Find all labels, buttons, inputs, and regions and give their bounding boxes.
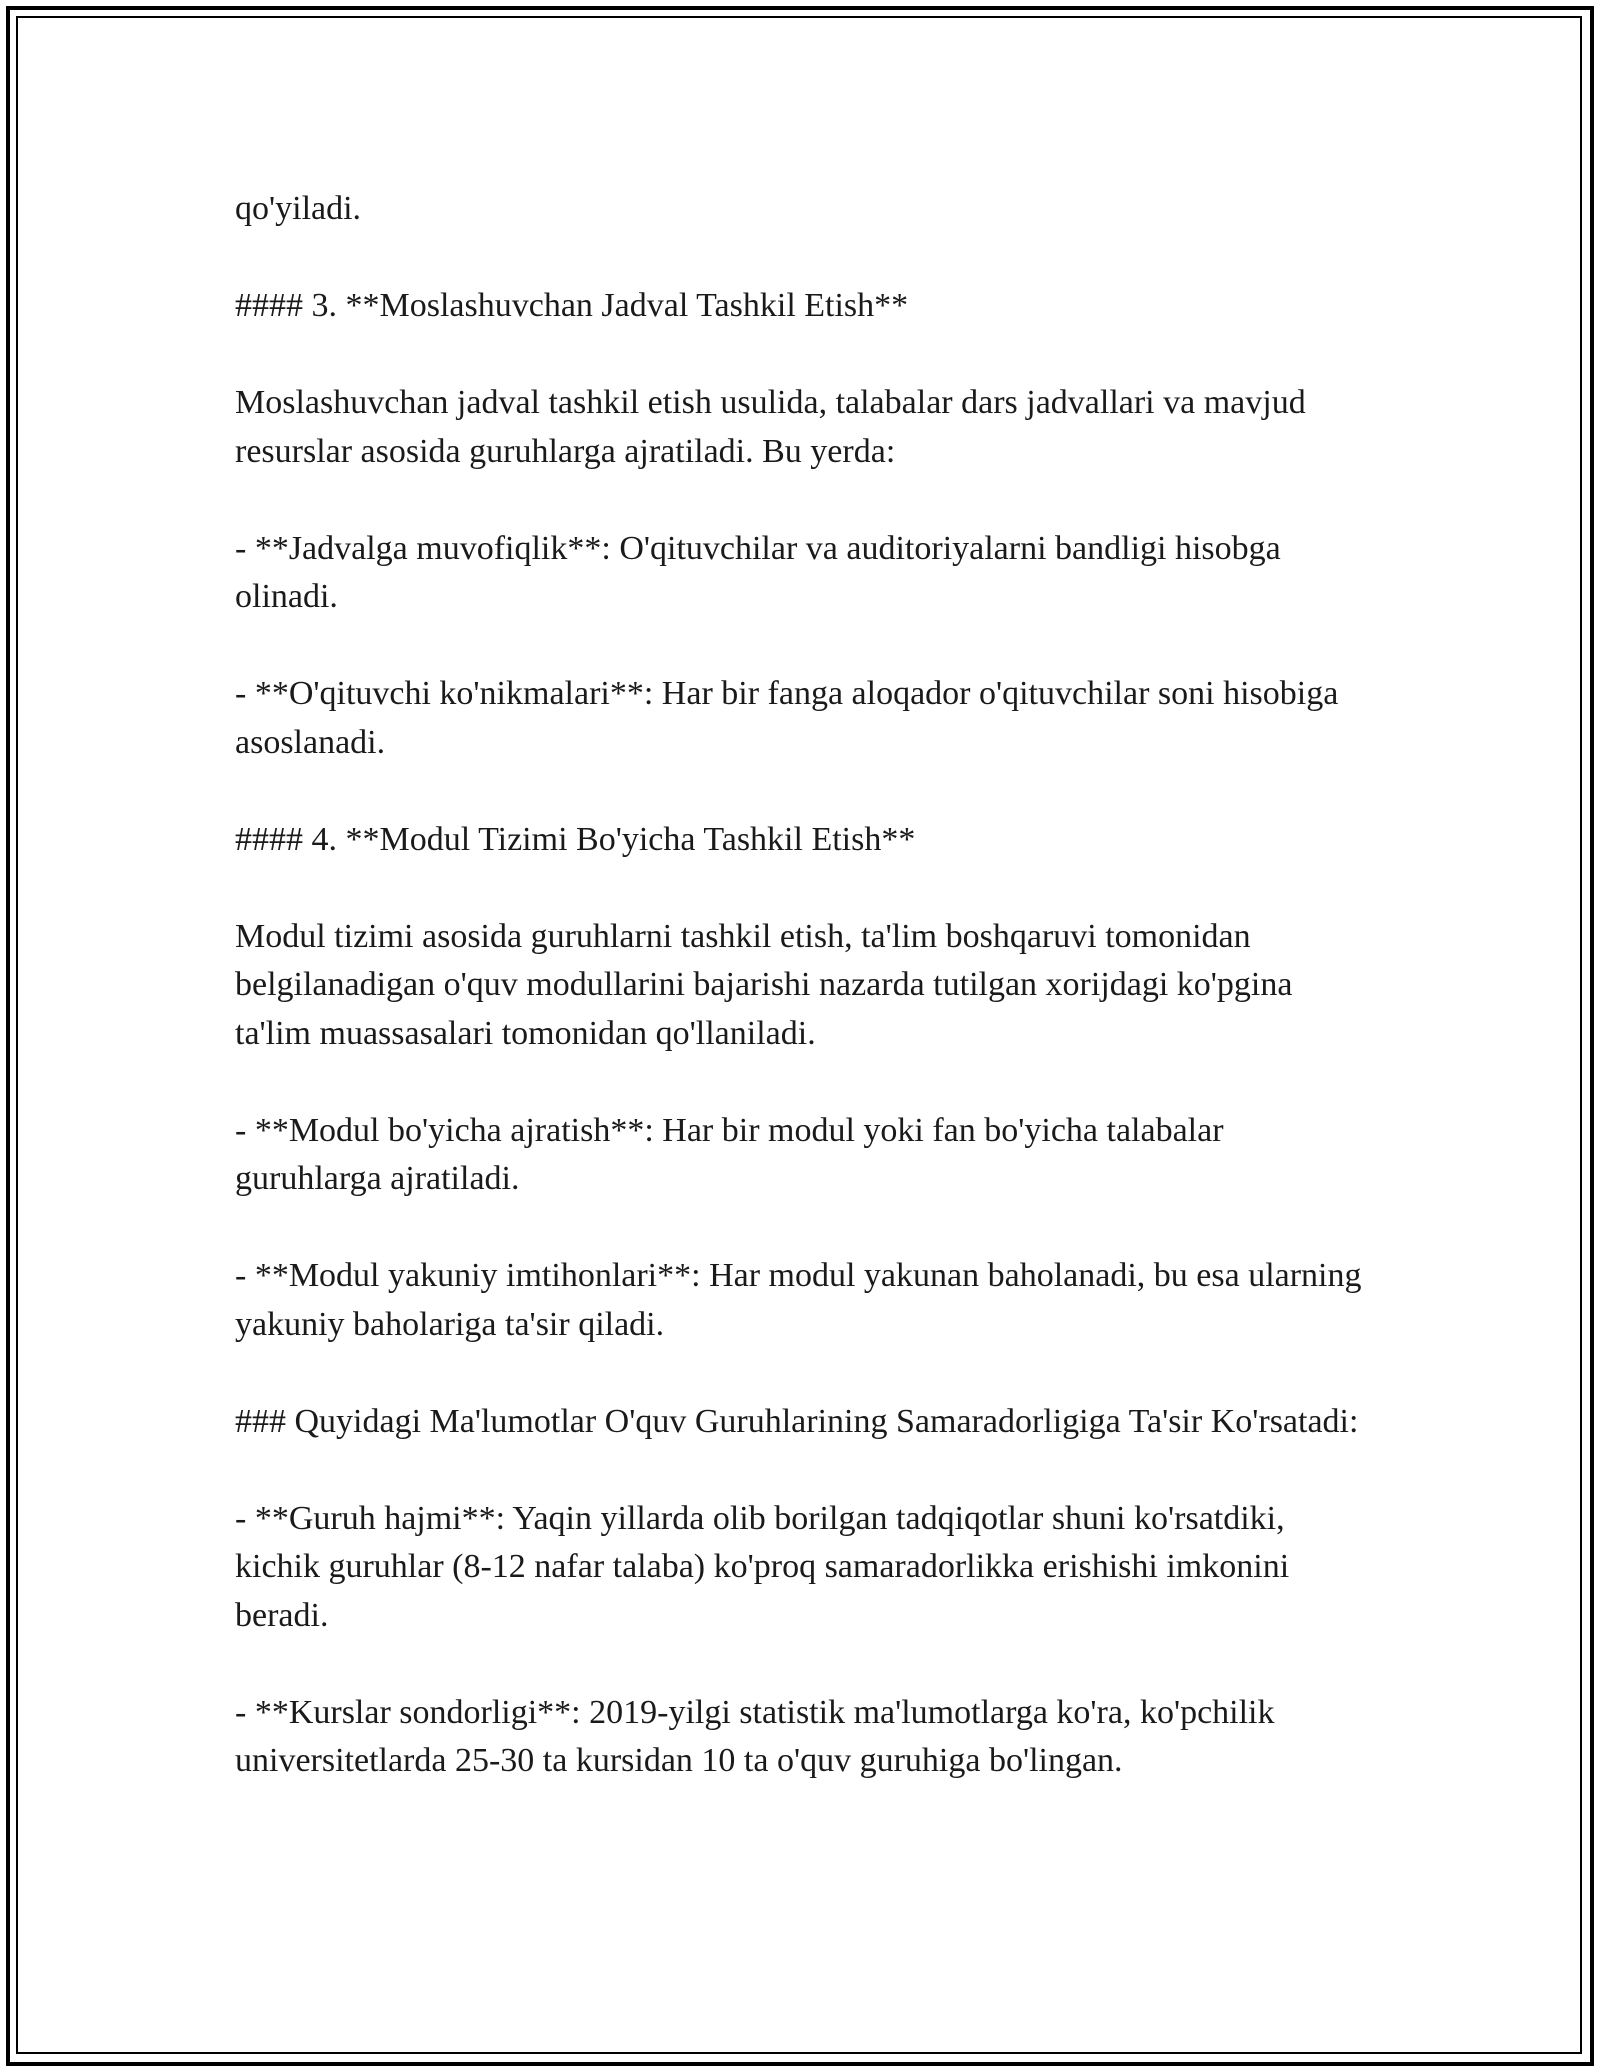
list-item-schedule-compliance: - **Jadvalga muvofiqlik**: O'qituvchilar va auditoriyalarni bandligi hisobga olinadi.	[235, 529, 1281, 615]
list-item-group-size: - **Guruh hajmi**: Yaqin yillarda olib borilgan tadqiqotlar shuni ko'rsatdiki, kichik guruhlar (8-12 nafar talaba) ko'proq samaradorlikka erishishi imkonini beradi.	[235, 1499, 1290, 1634]
list-item-module-grouping: - **Modul bo'yicha ajratish**: Har bir modul yoki fan bo'yicha talabalar guruhlarga ajratiladi.	[235, 1111, 1224, 1197]
heading-section-4: #### 4. **Modul Tizimi Bo'yicha Tashkil Etish**	[235, 820, 916, 858]
heading-efficiency-factors: ### Quyidagi Ma'lumotlar O'quv Guruhlarining Samaradorligiga Ta'sir Ko'rsatadi:	[235, 1402, 1359, 1440]
list-item-module-exams: - **Modul yakuniy imtihonlari**: Har modul yakunan baholanadi, bu esa ularning yakuniy baholariga ta'sir qiladi.	[235, 1257, 1362, 1343]
heading-section-3: #### 3. **Moslashuvchan Jadval Tashkil Etish**	[235, 287, 909, 324]
paragraph-flexible-schedule: Moslashuvchan jadval tashkil etish usulida, talabalar dars jadvallari va mavjud resurslar asosida guruhlarga ajratiladi. Bu yerda:	[235, 384, 1306, 470]
paragraph-module-system: Modul tizimi asosida guruhlarni tashkil etish, ta'lim boshqaruvi tomonidan belgilanadigan o'quv modullarini bajarishi nazarda tutilgan xorijdagi ko'pgina ta'lim muassasalari tomonidan qo'llaniladi.	[235, 917, 1293, 1052]
list-item-course-count: - **Kurslar sondorligi**: 2019-yilgi statistik ma'lumotlarga ko'ra, ko'pchilik universitetlarda 25-30 ta kursidan 10 ta o'quv guruhiga bo'lingan.	[235, 1693, 1275, 1779]
document-body	[235, 185, 1375, 1834]
paragraph-continuation: qo'yiladi.	[235, 190, 362, 227]
list-item-teacher-skills: - **O'qituvchi ko'nikmalari**: Har bir fanga aloqador o'qituvchilar soni hisobiga asoslanadi.	[235, 675, 1339, 761]
